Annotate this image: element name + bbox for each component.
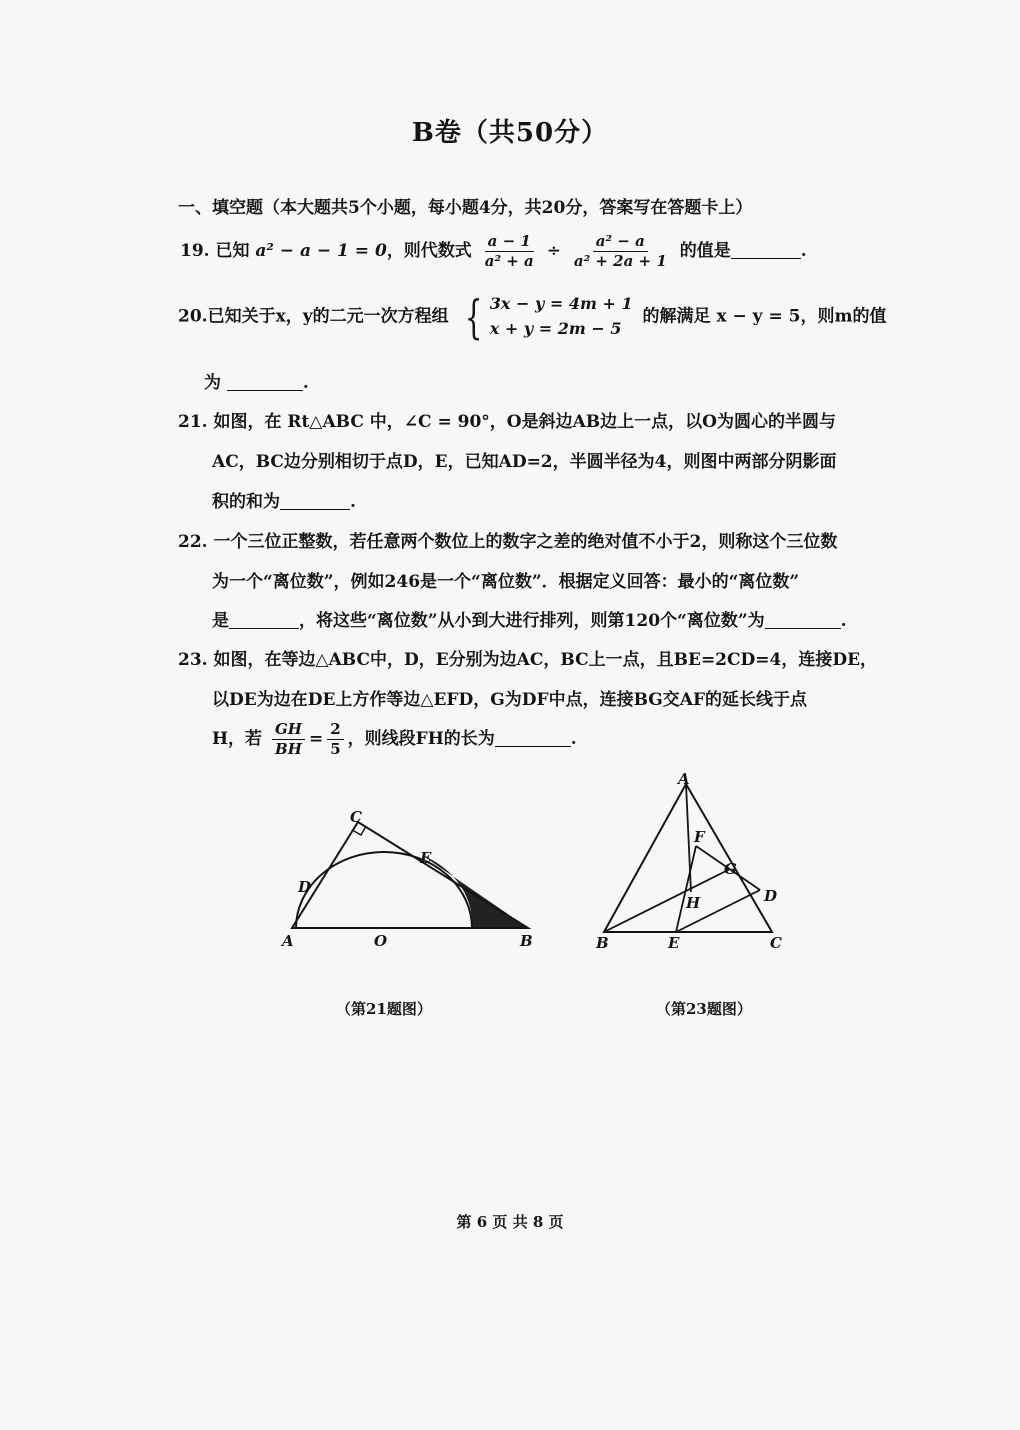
q21-text: 积的和为 [212, 492, 280, 512]
answer-blank[interactable] [229, 610, 299, 629]
answer-blank[interactable] [731, 240, 801, 259]
segment-ef [676, 846, 696, 932]
q23-text: 如图，在等边△ABC中，D，E分别为边AC，BC上一点，且BE=2CD=4，连接DE， [213, 650, 878, 670]
q19-fraction-2 [571, 232, 670, 271]
fraction-numerator: GH [274, 720, 302, 738]
q19-text: 已知 [215, 240, 250, 261]
fraction-denominator: a² + a [484, 251, 534, 270]
q19-condition: a² − a − 1 = 0 [255, 240, 387, 261]
q23-text: 以DE为边在DE上方作等边△EFD，G为DF中点，连接BG交AF的延长线于点 [212, 690, 808, 710]
label-d: D [764, 887, 778, 905]
figure-23-caption: （第23题图） [656, 1000, 752, 1018]
label-o: O [374, 932, 388, 950]
question-22 [178, 527, 837, 552]
question-20 [178, 289, 887, 344]
q23-ratio-fraction [272, 720, 305, 759]
label-b: B [596, 934, 609, 952]
q19-fraction-1 [482, 232, 537, 271]
answer-blank[interactable] [765, 610, 841, 629]
fraction-numerator: a² − a [595, 232, 645, 250]
question-number: 20. [178, 306, 208, 327]
figure-21-caption: （第21题图） [336, 1000, 432, 1018]
q19-text: 的值是 [679, 240, 731, 261]
question-21-line-3 [212, 487, 356, 512]
semicircle [296, 852, 472, 928]
q20-text: 已知关于x，y的二元一次方程组 [207, 306, 449, 327]
label-c: C [770, 934, 782, 952]
figure-21 [270, 800, 550, 960]
question-23 [178, 645, 877, 670]
question-23-line-3 [212, 720, 577, 759]
fraction-numerator: a − 1 [487, 232, 531, 250]
question-21 [178, 407, 836, 432]
figure-23 [590, 770, 790, 960]
q19-text: ，则代数式 [386, 240, 472, 261]
brace-icon: { [464, 289, 482, 344]
question-number: 21. [178, 412, 208, 432]
q20-text: 为 [204, 373, 221, 393]
label-a: A [678, 770, 690, 788]
question-22-line-2 [212, 567, 799, 592]
q23-text: ，则线段FH的长为 [347, 728, 495, 749]
label-f: F [694, 828, 705, 846]
answer-blank[interactable] [227, 372, 303, 391]
label-c: C [350, 808, 362, 826]
period: . [302, 373, 309, 393]
question-19 [180, 232, 807, 271]
q20-text: 的解满足 x − y = 5，则m的值 [642, 306, 887, 327]
label-e: E [420, 849, 432, 867]
label-e: E [668, 934, 680, 952]
label-a: A [282, 932, 294, 950]
q21-text: 如图，在 Rt△ABC 中，∠C = 90°，O是斜边AB边上一点，以O为圆心的半圆与 [213, 412, 836, 432]
equals-sign: = [308, 728, 324, 749]
fraction-denominator: 5 [330, 739, 341, 758]
equation-1: 3x − y = 4m + 1 [489, 294, 633, 313]
segment-bg [604, 869, 730, 932]
fraction-denominator: a² + 2a + 1 [573, 251, 667, 270]
question-number: 23. [178, 650, 208, 670]
period: . [570, 728, 577, 749]
page-title: B卷（共50分） [411, 118, 609, 148]
q23-text: H，若 [212, 728, 263, 749]
question-20-line-2 [204, 368, 309, 393]
period: . [840, 611, 847, 631]
question-21-line-2 [212, 447, 836, 472]
period: . [350, 492, 356, 512]
q23-value-fraction [327, 720, 343, 759]
question-22-line-3 [212, 606, 847, 631]
label-h: H [686, 894, 701, 912]
fraction-numerator: 2 [327, 720, 343, 740]
q22-text: ，将这些“离位数”从小到大进行排列，则第120个“离位数”为 [299, 611, 765, 631]
fraction-denominator: BH [275, 739, 302, 758]
divide-sign: ÷ [546, 240, 561, 261]
equation-2: x + y = 2m − 5 [489, 318, 622, 338]
question-number: 22. [178, 532, 208, 552]
page-footer: 第 6 页 共 8 页 [456, 1213, 564, 1231]
q21-text: AC，BC边分别相切于点D，E，已知AD=2，半圆半径为4，则图中两部分阴影面 [212, 452, 837, 472]
q22-text: 一个三位正整数，若任意两个数位上的数字之差的绝对值不小于2，则称这个三位数 [213, 532, 838, 552]
period: . [800, 240, 807, 261]
answer-blank[interactable] [280, 491, 350, 510]
label-b: B [520, 932, 533, 950]
question-number: 19. [180, 240, 210, 261]
question-23-line-2 [212, 685, 807, 710]
label-d: D [298, 878, 312, 896]
label-g: G [724, 860, 737, 878]
equation-system [459, 289, 633, 344]
section-heading: 一、填空题（本大题共5个小题，每小题4分，共20分，答案写在答题卡上） [178, 198, 753, 218]
q22-text: 是 [212, 611, 229, 631]
q22-text: 为一个“离位数”，例如246是一个“离位数”．根据定义回答：最小的“离位数” [212, 572, 800, 592]
answer-blank[interactable] [495, 728, 571, 747]
